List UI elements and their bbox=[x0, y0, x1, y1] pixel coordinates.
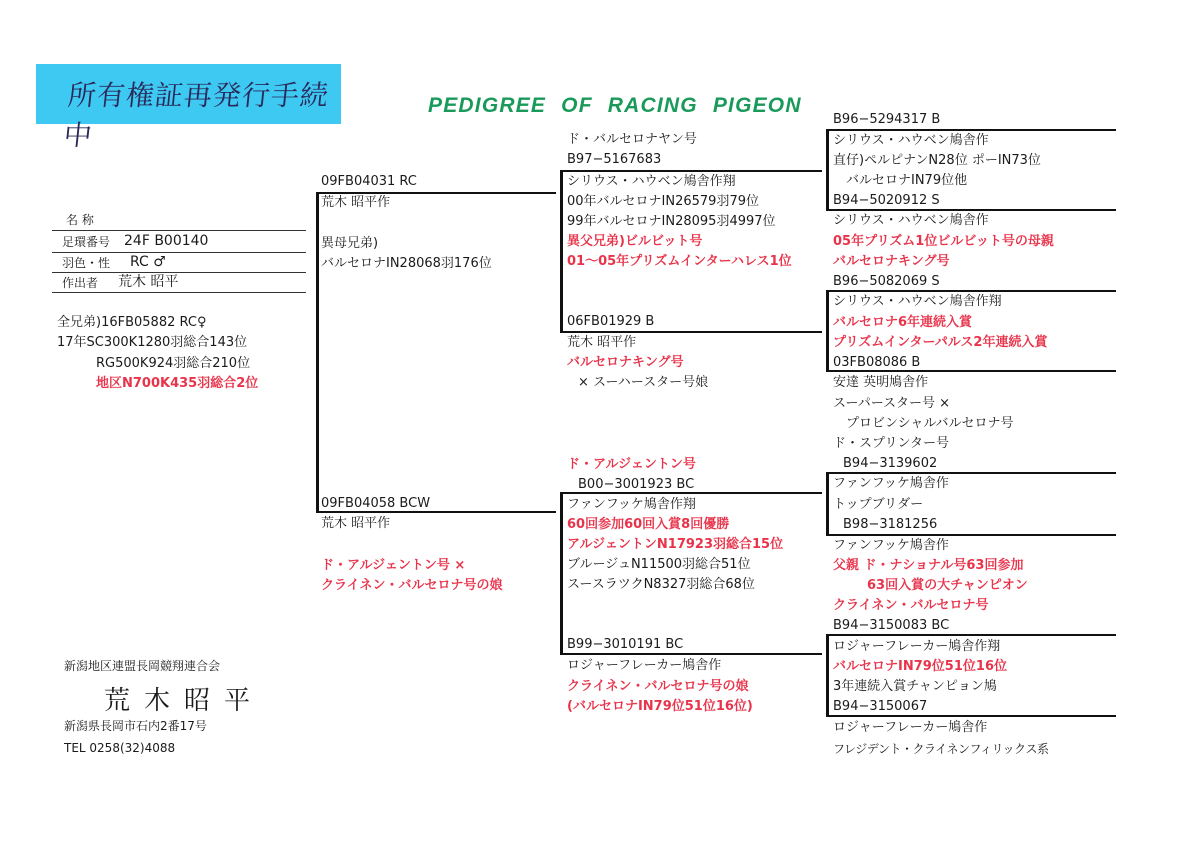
ss-ring: B97−5167683 bbox=[567, 152, 662, 167]
dd-ring: B99−3010191 BC bbox=[567, 637, 684, 652]
sd-tail: × スーハースター号娘 bbox=[578, 375, 709, 390]
dam-red-text: ド・アルジェントン号 × bbox=[321, 558, 466, 573]
dam-ring: 09FB04058 BCW bbox=[321, 496, 431, 511]
gen3-line-text: ド・スプリンター号 bbox=[833, 436, 949, 451]
gen3-ring: 03FB08086 B bbox=[833, 355, 921, 370]
sibling-line: 全兄弟)16FB05882 RC♀ bbox=[57, 315, 207, 330]
sire-line-text: バルセロナIN28068羽176位 bbox=[321, 256, 492, 271]
address: 新潟県長岡市石内2番17号 bbox=[64, 719, 207, 733]
gen3-line-text: シリウス・ハウベン鳩舎作 bbox=[833, 213, 989, 228]
ds-line-text: ブルージュN11500羽総合51位 bbox=[567, 557, 751, 572]
gen3-red-text: 父親 ド・ナショナル号63回参加 bbox=[833, 558, 1024, 573]
gen3-line-text: 安達 英明鳩舎作 bbox=[833, 375, 929, 390]
bracket-dd bbox=[826, 636, 829, 716]
ring-value: 24F B00140 bbox=[124, 233, 209, 249]
telephone: TEL 0258(32)4088 bbox=[64, 741, 176, 755]
bracket-ds bbox=[826, 474, 829, 535]
dam-red-text: クライネン・バルセロナ号の娘 bbox=[321, 578, 503, 593]
ss-pre: ド・バルセロナヤン号 bbox=[567, 132, 697, 147]
gen3-line-text: フレジデント・クライネンフィリックス系 bbox=[833, 742, 1049, 756]
sd-line-text: 荒木 昭平作 bbox=[567, 335, 637, 350]
breeder-label: 作出者 bbox=[62, 276, 99, 290]
gen3-red-text: バルセロナ6年連続入賞 bbox=[833, 315, 973, 330]
gen3-red-text: 05年プリズム1位ビルビット号の母親 bbox=[833, 234, 1054, 249]
bracket-ss bbox=[826, 131, 829, 210]
gen3-line-text: ロジャーフレーカー鳩舎作翔 bbox=[833, 639, 1001, 654]
bracket-sd bbox=[826, 292, 829, 371]
sire-ring: 09FB04031 RC bbox=[321, 174, 417, 189]
ds-ring: B00−3001923 BC bbox=[578, 477, 695, 492]
gen3-red-text: バルセロナIN79位51位16位 bbox=[833, 659, 1007, 674]
gen3-ring: B94−5020912 S bbox=[833, 193, 940, 208]
gen3-line-text: シリウス・ハウベン鳩舎作 bbox=[833, 133, 989, 148]
color-value: RC ♂ bbox=[130, 254, 166, 270]
gen3-ring: B94−3150083 BC bbox=[833, 618, 950, 633]
bracket-dam bbox=[560, 494, 563, 654]
bracket-gen1 bbox=[316, 194, 319, 511]
gen3-red-text: 63回入賞の大チャンピオン bbox=[867, 578, 1028, 593]
gen3-ring: B98−3181256 bbox=[843, 517, 938, 532]
page-title: PEDIGREE OF RACING PIGEON bbox=[428, 94, 802, 117]
gen3-ring: B94−3139602 bbox=[843, 456, 938, 471]
ss-line-text: 99年バルセロナIN28095羽4997位 bbox=[567, 214, 776, 229]
dd-red-text: (バルセロナIN79位51位16位) bbox=[567, 699, 753, 714]
ss-line-text: シリウス・ハウベン鳩舎作翔 bbox=[567, 174, 736, 189]
breeder-value: 荒木 昭平 bbox=[118, 274, 179, 290]
ring-label: 足環番号 bbox=[62, 235, 111, 249]
gen3-red-text: プリズムインターパルス2年連続入賞 bbox=[833, 335, 1048, 350]
sd-ring: 06FB01929 B bbox=[567, 314, 655, 329]
bracket-sire bbox=[560, 172, 563, 332]
gen3-ring: B96−5294317 B bbox=[833, 112, 941, 127]
ss-line-text: 00年バルセロナIN26579羽79位 bbox=[567, 194, 759, 209]
gen3-red-text: クライネン・バルセロナ号 bbox=[833, 598, 989, 613]
gen3-ring: B94−3150067 bbox=[833, 699, 928, 714]
owner-name: 荒木昭平 bbox=[104, 686, 265, 716]
handwritten-note bbox=[36, 64, 341, 152]
gen3-red-text: バルセロナキング号 bbox=[833, 254, 950, 269]
sibling-line: 地区N700K435羽総合2位 bbox=[96, 376, 259, 391]
gen3-line-text: ロジャーフレーカー鳩舎作 bbox=[833, 720, 988, 735]
sd-red-text: バルセロナキング号 bbox=[567, 355, 684, 370]
dd-red-text: クライネン・バルセロナ号の娘 bbox=[567, 679, 749, 694]
gen3-line-text: スーパースター号 × bbox=[833, 396, 951, 411]
divider bbox=[52, 292, 306, 293]
gen3-line-text: バルセロナIN79位他 bbox=[833, 173, 968, 188]
gen3-ring: B96−5082069 S bbox=[833, 274, 940, 289]
ds-red-text: 60回参加60回入賞8回優勝 bbox=[567, 517, 730, 532]
gen3-line-text: プロビンシャルバルセロナ号 bbox=[833, 416, 1014, 431]
dam-line-text: 荒木 昭平作 bbox=[321, 516, 391, 531]
association: 新潟地区連盟長岡競翔連合会 bbox=[64, 659, 221, 673]
handwritten-note-text: 所有権証再発行手続中 bbox=[62, 79, 331, 152]
name-label: 名 称 bbox=[66, 213, 94, 227]
sire-line-text: 荒木 昭平作 bbox=[321, 195, 391, 210]
ds-line-text: ファンフッケ鳩舎作翔 bbox=[567, 497, 696, 512]
ds-line-text: スースラツクN8327羽総合68位 bbox=[567, 577, 755, 592]
gen3-line-text: ファンフッケ鳩舎作 bbox=[833, 476, 949, 491]
sire-line-text: 異母兄弟) bbox=[321, 236, 379, 251]
gen3-line-text: シリウス・ハウベン鳩舎作翔 bbox=[833, 294, 1002, 309]
sibling-line: 17年SC300K1280羽総合143位 bbox=[57, 335, 248, 350]
color-label: 羽色・性 bbox=[62, 256, 111, 270]
ss-red-text: 01〜05年プリズムインターハレス1位 bbox=[567, 254, 792, 269]
ds-pre: ド・アルジェントン号 bbox=[567, 457, 696, 472]
gen3-line-text: ファンフッケ鳩舎作 bbox=[833, 538, 949, 553]
gen3-line-text: 直仔)ペルピナンN28位 ポーIN73位 bbox=[833, 153, 1041, 168]
ds-red-text: アルジェントンN17923羽総合15位 bbox=[567, 537, 784, 552]
sibling-line: RG500K924羽総合210位 bbox=[96, 356, 251, 371]
ss-red-text: 異父兄弟)ビルビット号 bbox=[567, 234, 703, 249]
gen3-line-text: 3年連続入賞チャンピョン鳩 bbox=[833, 679, 997, 694]
dd-line-text: ロジャーフレーカー鳩舎作 bbox=[567, 658, 722, 673]
gen3-line-text: トップブリダー bbox=[833, 497, 924, 512]
